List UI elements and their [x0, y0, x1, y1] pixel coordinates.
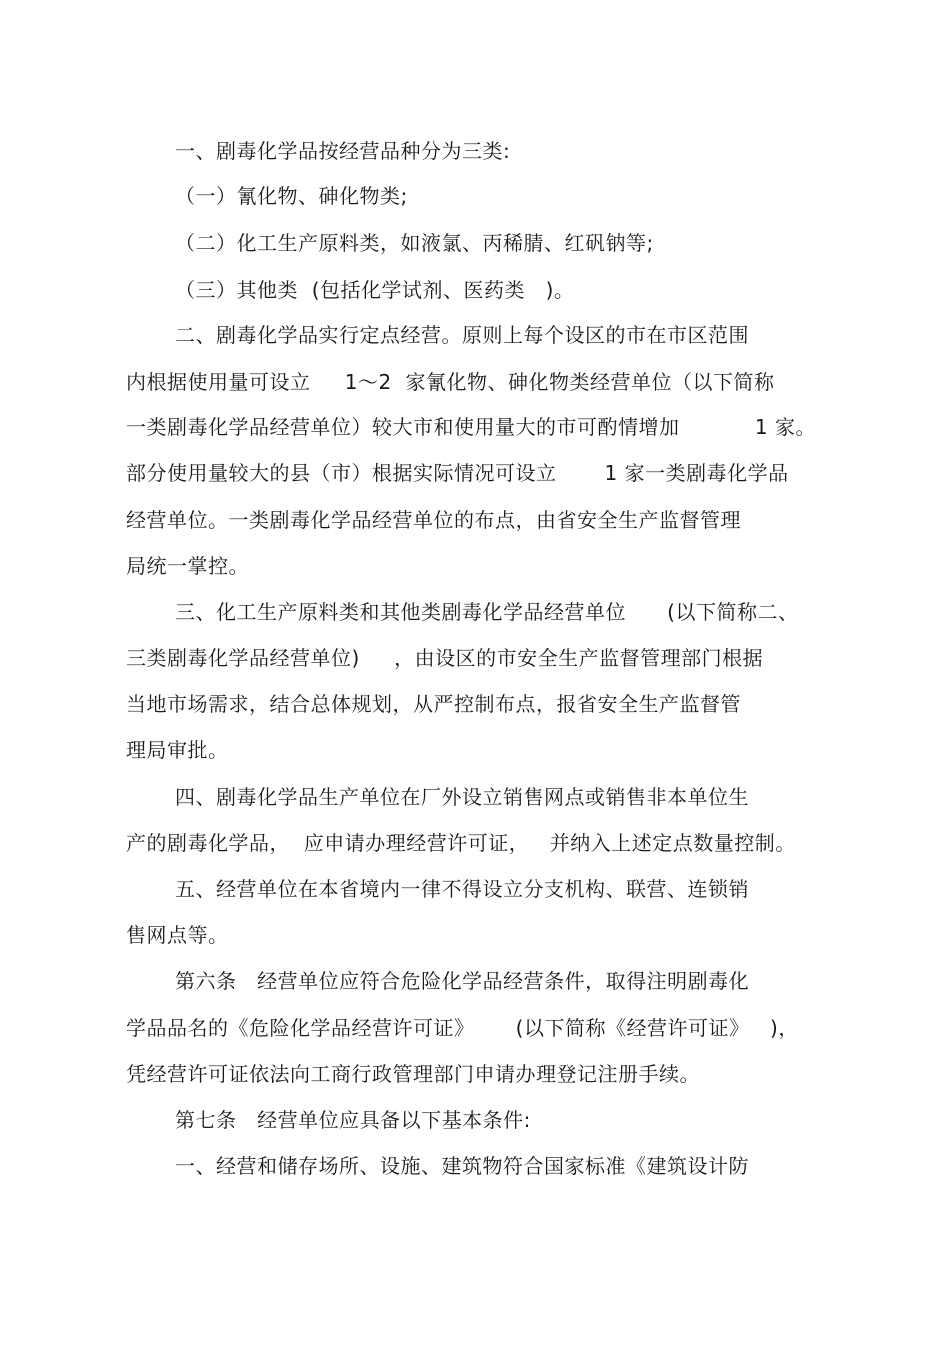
text-line: 五、经营单位在本省境内一律不得设立分支机构、联营、连锁销: [175, 877, 749, 901]
text-line: 三类剧毒化学品经营单位) ，由设区的市安全生产监督管理部门根据: [126, 646, 764, 670]
text-line: 当地市场需求，结合总体规划，从严控制布点，报省安全生产监督管: [126, 692, 741, 716]
text-line: 局统一掌控。: [126, 554, 249, 578]
text-line: 凭经营许可证依法向工商行政管理部门申请办理登记注册手续。: [126, 1062, 700, 1086]
text-line: 二、剧毒化学品实行定点经营。原则上每个设区的市在市区范围: [175, 323, 749, 347]
text-line: 内根据使用量可设立 1～2 家氰化物、砷化物类经营单位（以下简称: [126, 370, 775, 394]
text-line: 三、化工生产原料类和其他类剧毒化学品经营单位 (以下简称二、: [175, 600, 799, 624]
text-line: 一、剧毒化学品按经营品种分为三类:: [175, 139, 511, 163]
text-line: 四、剧毒化学品生产单位在厂外设立销售网点或销售非本单位生: [175, 785, 749, 809]
text-line: 产的剧毒化学品， 应申请办理经营许可证， 并纳入上述定点数量控制。: [126, 831, 796, 855]
text-line: 经营单位。一类剧毒化学品经营单位的布点，由省安全生产监督管理: [126, 508, 741, 532]
text-line: 部分使用量较大的县（市）根据实际情况可设立 1 家一类剧毒化学品: [126, 461, 789, 485]
text-line: 一类剧毒化学品经营单位）较大市和使用量大的市可酌情增加 1 家。: [126, 415, 817, 439]
text-line: 理局审批。: [126, 738, 229, 762]
text-line: （二）化工生产原料类，如液氯、丙稀腈、红矾钠等;: [175, 231, 654, 255]
text-line: 学品品名的《危险化学品经营许可证》 (以下简称《经营许可证》 )，: [126, 1016, 799, 1040]
text-line: 售网点等。: [126, 923, 229, 947]
text-line: （三）其他类 (包括化学试剂、医药类 )。: [175, 278, 575, 302]
text-line: （一）氰化物、砷化物类;: [175, 184, 408, 208]
text-line: 第七条 经营单位应具备以下基本条件:: [175, 1108, 531, 1132]
text-line: 第六条 经营单位应符合危险化学品经营条件，取得注明剧毒化: [175, 969, 750, 993]
text-line: 一、经营和储存场所、设施、建筑物符合国家标准《建筑设计防: [175, 1154, 749, 1178]
